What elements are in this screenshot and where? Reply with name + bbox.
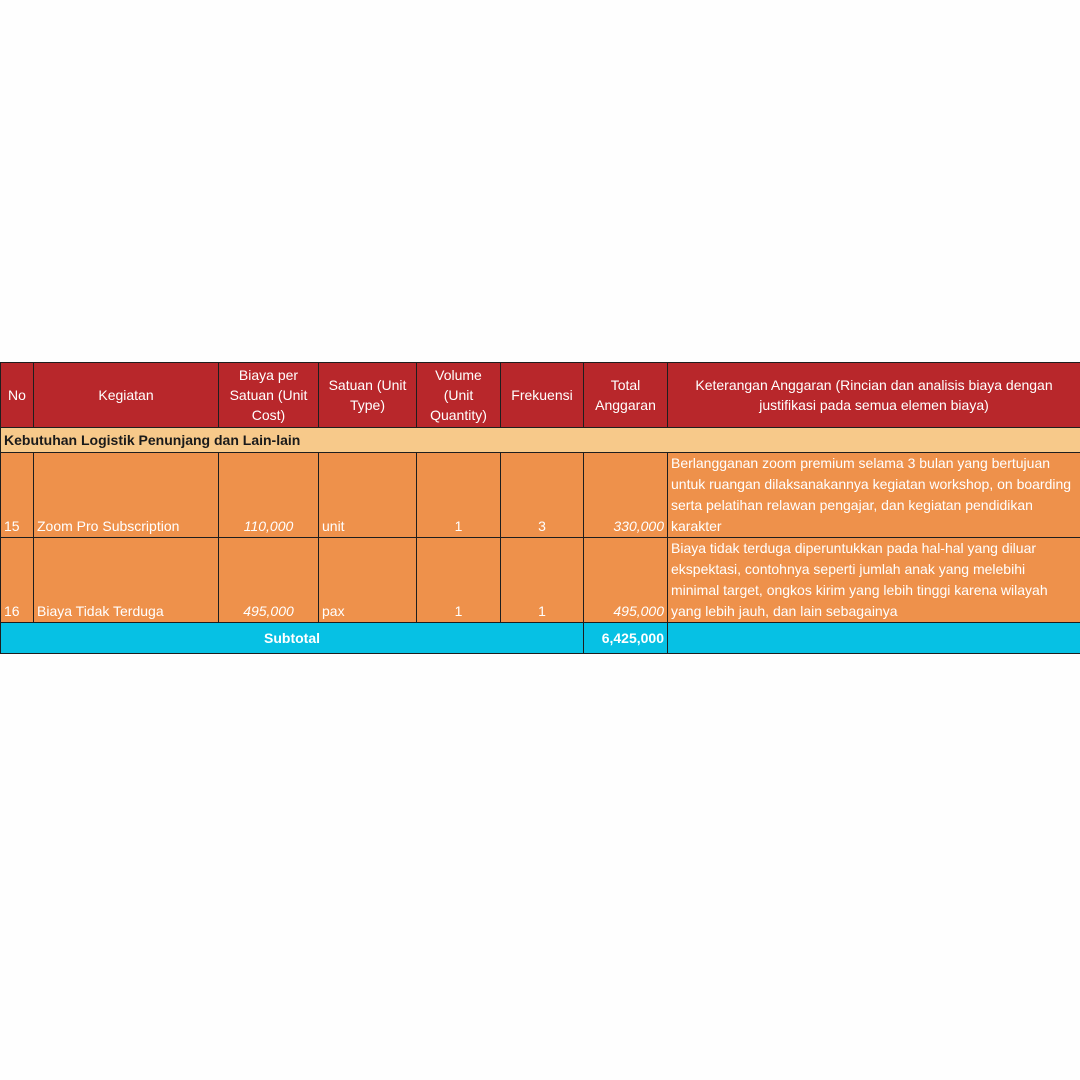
row-keterangan: Biaya tidak terduga diperuntukkan pada hal-hal yang diluar ekspektasi, contohnya seperti jumlah anak yang melebihi minimal target, ongkos kirim yang lebih tinggi karena wilayah yang lebih jauh, dan lain sebagainya — [668, 538, 1080, 623]
row-total: 495,000 — [584, 538, 668, 623]
subtotal-row — [1, 623, 1080, 654]
subtotal-label: Subtotal — [1, 623, 584, 654]
row-no: 15 — [1, 453, 34, 538]
subtotal-empty — [668, 623, 1080, 654]
budget-table — [0, 362, 1080, 654]
row-frekuensi: 1 — [501, 538, 584, 623]
header-frekuensi: Frekuensi — [501, 363, 584, 428]
header-row — [1, 363, 1080, 428]
header-kegiatan: Kegiatan — [34, 363, 219, 428]
row-keterangan: Berlangganan zoom premium selama 3 bulan yang bertujuan untuk ruangan dilaksanakannya kegiatan workshop, on boarding serta pelatihan relawan pengajar, dan kegiatan pendidikan karakter — [668, 453, 1080, 538]
row-frekuensi: 3 — [501, 453, 584, 538]
header-keterangan: Keterangan Anggaran (Rincian dan analisis biaya dengan justifikasi pada semua elemen biaya) — [668, 363, 1080, 428]
header-biaya-per-satuan: Biaya per Satuan (Unit Cost) — [219, 363, 319, 428]
subtotal-value: 6,425,000 — [584, 623, 668, 654]
row-biaya: 110,000 — [219, 453, 319, 538]
section-row — [1, 428, 1080, 453]
row-satuan: pax — [319, 538, 417, 623]
row-volume: 1 — [417, 538, 501, 623]
header-satuan: Satuan (Unit Type) — [319, 363, 417, 428]
row-kegiatan: Biaya Tidak Terduga — [34, 538, 219, 623]
row-volume: 1 — [417, 453, 501, 538]
row-biaya: 495,000 — [219, 538, 319, 623]
section-title: Kebutuhan Logistik Penunjang dan Lain-lain — [1, 428, 1080, 453]
header-volume: Volume (Unit Quantity) — [417, 363, 501, 428]
row-kegiatan: Zoom Pro Subscription — [34, 453, 219, 538]
header-no: No — [1, 363, 34, 428]
table-row — [1, 453, 1080, 538]
row-total: 330,000 — [584, 453, 668, 538]
row-satuan: unit — [319, 453, 417, 538]
header-total-anggaran: Total Anggaran — [584, 363, 668, 428]
row-no: 16 — [1, 538, 34, 623]
table-row — [1, 538, 1080, 623]
